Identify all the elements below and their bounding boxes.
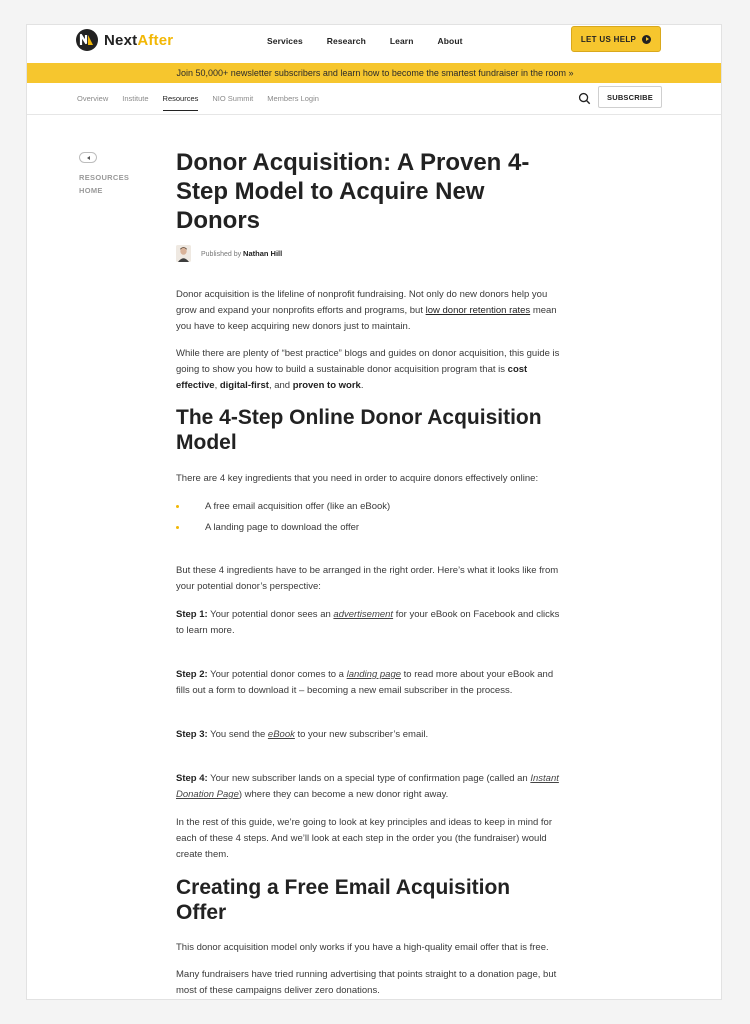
page — [26, 24, 722, 1000]
bullet-icon — [176, 526, 179, 529]
ebook-link[interactable]: eBook — [267, 729, 295, 740]
intro-paragraph-2: While there are plenty of “best practice” blogs and guides on donor acquisition, this guide is going to show you how to build a sustainable donor acquisition program that is cost effective, digital-first, and proven to work. — [176, 348, 560, 391]
advertisement-link[interactable]: advertisement — [333, 609, 394, 620]
step-2: Step 2: Your potential donor comes to a landing page to read more about your eBook and fills out a form to download it – becoming a new email subscriber in the process. — [176, 669, 554, 696]
logo-mark-icon — [75, 28, 99, 52]
search-icon[interactable] — [578, 92, 591, 105]
landing-page-link[interactable]: landing page — [346, 669, 402, 680]
instant-donation-page-link[interactable]: Instant Donation Page — [176, 773, 559, 800]
nav-learn[interactable]: Learn — [389, 36, 414, 46]
published-by-label: Published by — [201, 251, 242, 258]
newsletter-banner[interactable]: Join 50,000+ newsletter subscribers and learn how to become the smartest fundraiser in the room » — [27, 63, 722, 83]
subnav-nio-summit[interactable]: NIO Summit — [212, 94, 254, 103]
step-4: Step 4: Your new subscriber lands on a special type of confirmation page (called an Instant Donation Page) where they can become a new donor right away. — [176, 773, 559, 800]
author-name[interactable]: Nathan Hill — [243, 249, 283, 258]
subnav-members-login[interactable]: Members Login — [267, 94, 319, 103]
offer-paragraph: This donor acquisition model only works if you have a high-quality email offer that is free. — [176, 942, 549, 953]
main-nav — [267, 36, 487, 46]
nav-about[interactable]: About — [437, 36, 463, 46]
subscribe-button[interactable]: SUBSCRIBE — [598, 86, 662, 108]
many-fundraisers-paragraph: Many fundraisers have tried running advertising that points straight to a donation page, but most of these campaigns deliver zero donations. — [176, 969, 557, 996]
list-item: A landing page to download the offer — [176, 522, 359, 533]
logo-text: NextAfter — [104, 31, 174, 49]
let-us-help-button[interactable] — [571, 26, 661, 52]
heading-model: The 4-Step Online Donor Acquisition Model — [176, 406, 542, 454]
let-us-help-label: LET US HELP — [580, 34, 637, 44]
rest-paragraph: In the rest of this guide, we’re going to look at key principles and ideas to keep in mind for each of these 4 steps. And we’ll look at each step in the order you (the fundraiser) would create them. — [176, 817, 552, 860]
site-header — [27, 25, 722, 63]
article-title: Donor Acquisition: A Proven 4-Step Model to Acquire New Donors — [176, 149, 530, 234]
nav-services[interactable]: Services — [267, 36, 303, 46]
logo[interactable] — [75, 28, 173, 52]
retention-rates-link[interactable]: low donor retention rates — [425, 305, 531, 316]
order-paragraph: But these 4 ingredients have to be arranged in the right order. Here’s what it looks like from your potential donor’s perspective: — [176, 565, 559, 592]
back-arrow-icon[interactable] — [79, 152, 97, 163]
resources-home-link[interactable]: RESOURCES HOME — [79, 173, 130, 195]
heading-offer: Creating a Free Email Acquisition Offer — [176, 876, 511, 924]
list-item: A free email acquisition offer (like an eBook) — [176, 501, 390, 512]
play-arrow-icon — [642, 35, 651, 44]
step-1: Step 1: Your potential donor sees an advertisement for your eBook on Facebook and clicks to learn more. — [176, 609, 560, 636]
bullet-icon — [176, 505, 179, 508]
sub-nav — [27, 83, 722, 115]
author-avatar — [176, 245, 191, 262]
nav-research[interactable]: Research — [326, 36, 366, 46]
byline — [176, 245, 282, 262]
intro-paragraph-1: Donor acquisition is the lifeline of nonprofit fundraising. Not only do new donors help you grow and expand your nonprofits efforts and programs, but low donor retention rates mean you have to keep acquiring new donors just to maintain. — [176, 289, 557, 332]
ingredients-intro: There are 4 key ingredients that you need in order to acquire donors effectively online: — [176, 473, 539, 484]
subnav-resources[interactable]: Resources — [163, 94, 199, 111]
subnav-institute[interactable]: Institute — [122, 94, 149, 103]
subnav-overview[interactable]: Overview — [77, 94, 109, 103]
step-3: Step 3: You send the eBook to your new subscriber’s email. — [176, 729, 429, 740]
subnav-links — [77, 94, 333, 111]
